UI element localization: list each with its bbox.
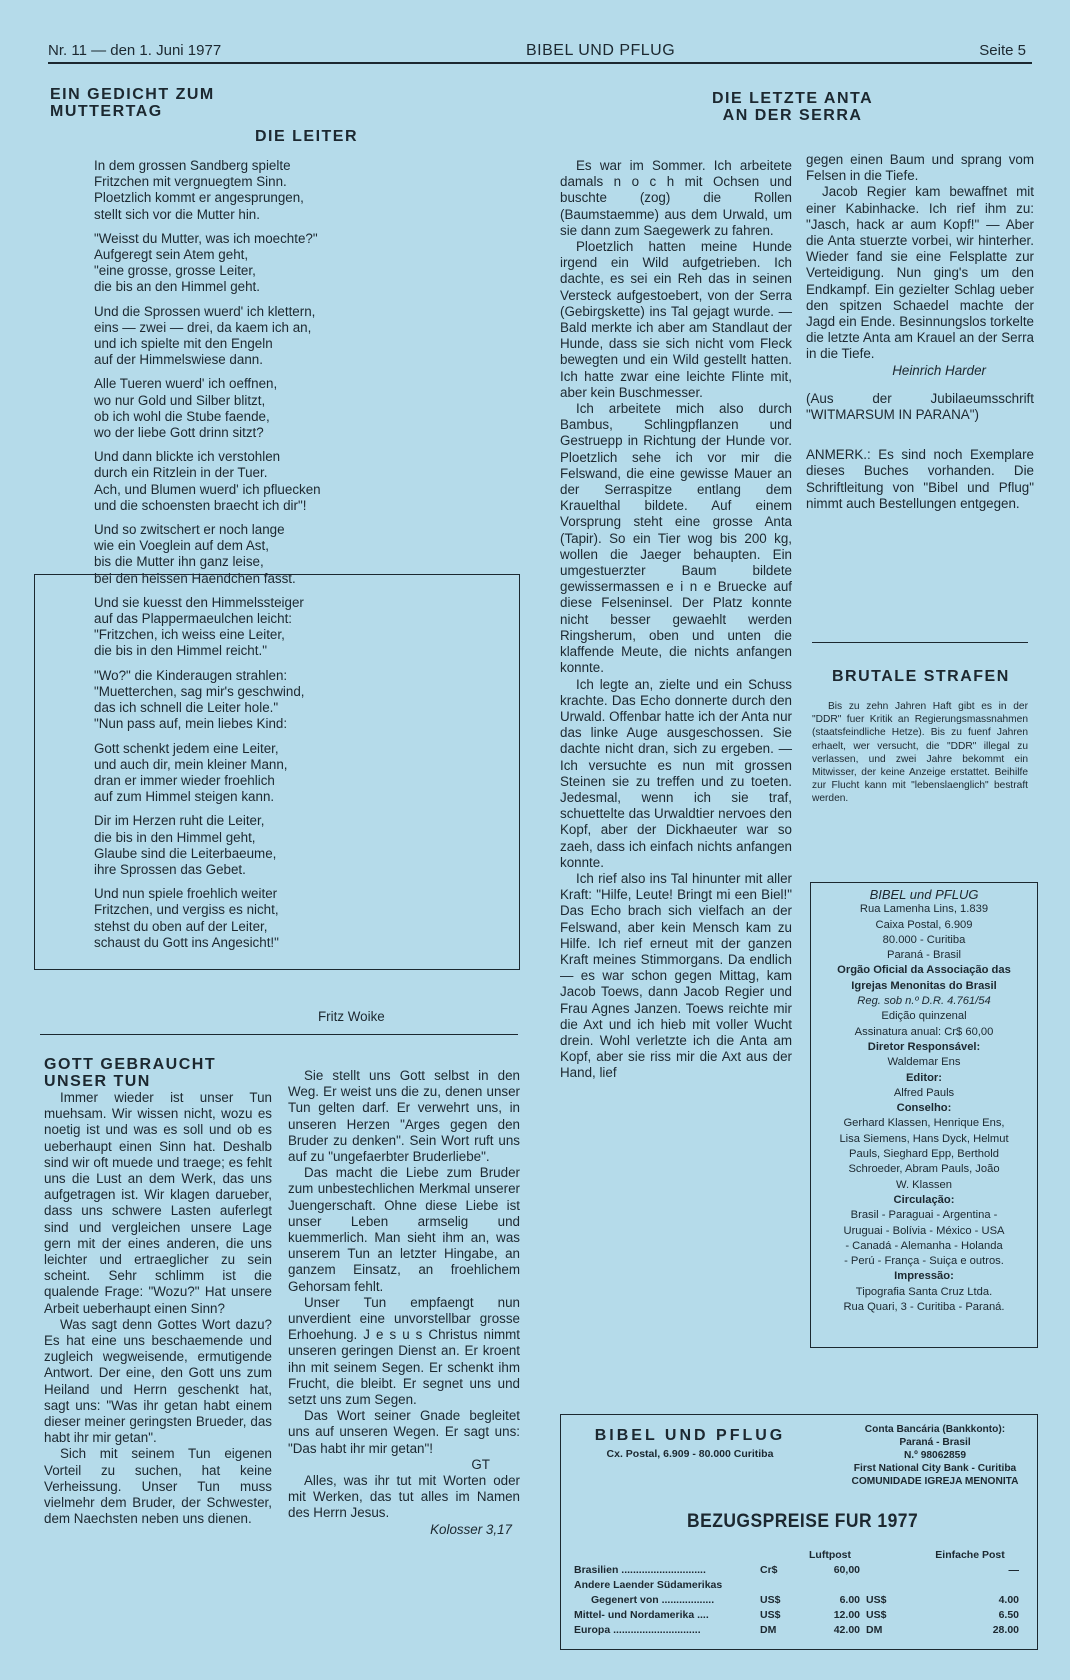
poem-line: dran er immer wieder froehlich	[94, 772, 275, 788]
poem-line: In dem grossen Sandberg spielte	[94, 158, 291, 173]
issue-date: Nr. 11 — den 1. Juni 1977	[48, 42, 222, 59]
poem-stanza	[94, 376, 494, 441]
poem-line: das ich schnell die Leiter hole."	[94, 700, 279, 716]
anta-paragraph: Es war im Sommer. Ich arbeitete damals n o c h mit Ochsen und buschte (zog) die Rollen (Baumstaemme) aus dem Urwald, um sie dann zum Saegewerk zu fahren.	[560, 158, 792, 238]
strafen-title: BRUTALE STRAFEN	[832, 668, 1010, 685]
poem-line: durch ein Ritzlein in der Tuer.	[94, 465, 268, 481]
anta-column-2	[806, 152, 1034, 512]
poem-line: und auch dir, mein kleiner Mann,	[94, 756, 288, 772]
poem-line: Glaube sind die Leiterbaeume,	[94, 845, 277, 861]
page-header	[20, 38, 1050, 62]
anta-paragraph: Ich rief also ins Tal hinunter mit aller Kraft: "Hilfe, Leute! Bringt mi een Biel!" Das Echo brach sich vielfach an der Felswand, aber kein Mensch kam zu Hilfe. Ich rief erneut mit der ganzen Kraft meines Stimmorgans. Da endlich — es war schon gegen Mittag, kam Jacob Toews, dann Jacob Regier und Frau Agnes Janzen. Toews reichte mir die Axt und ich hieb mit voller Wucht drein. Wohl verletzte ich die Anta am Kopf, aber sie riss mir die Axt aus der Hand, lief	[560, 870, 792, 1081]
poem-stanza	[94, 449, 494, 514]
poem-subtitle: DIE LEITER	[255, 128, 359, 145]
poem-line: "Muetterchen, sag mir's geschwind,	[94, 683, 305, 699]
page-number: Seite 5	[979, 42, 1026, 59]
poem-line: "Fritzchen, ich weiss eine Leiter,	[94, 627, 285, 643]
poem-title: EIN GEDICHT ZUM MUTTERTAG	[50, 86, 215, 120]
poem-line: die bis an den Himmel geht.	[94, 279, 260, 295]
poem-line: ob ich wohl die Stube faende,	[94, 408, 270, 424]
poem-line: Dir im Herzen ruht die Leiter,	[94, 813, 265, 829]
poem-line: "eine grosse, grosse Leiter,	[94, 263, 256, 279]
gott-title: GOTT GEBRAUCHT UNSER TUN	[44, 1056, 217, 1090]
gott-quote-ref: Kolosser 3,17	[430, 1521, 512, 1537]
header-divider	[48, 62, 1032, 64]
poem-line: ihre Sprossen das Gebet.	[94, 861, 246, 877]
section-divider	[40, 1034, 518, 1035]
poem-body	[94, 158, 494, 959]
bank-info: Conta Bancária (Bankkonto): Paraná - Brasil N.º 98062859 First National City Bank - Curitiba COMUNIDADE IGREJA MENONITA	[851, 1424, 1019, 1487]
poem-stanza	[94, 813, 494, 878]
anta-title: DIE LETZTE ANTA AN DER SERRA	[712, 90, 874, 124]
poem-line: bei den heissen Haendchen fasst.	[94, 570, 296, 586]
poem-line: Und sie kuesst den Himmelssteiger	[94, 594, 304, 610]
poem-stanza	[94, 668, 494, 733]
poem-stanza	[94, 231, 494, 296]
poem-line: Und so zwitschert er noch lange	[94, 522, 285, 538]
gott-paragraph: Was sagt denn Gottes Wort dazu? Es hat eine uns beschaemende und zugleich wegweisende, ermutigende Antwort. Der eine, den Gott uns zum Heiland und Herrn geschenkt hat, sagt uns: "Was ihr getan habt einem dieser meiner geringsten Brueder, das habt ihr mir getan".	[44, 1316, 272, 1446]
gott-signature: GT	[471, 1456, 490, 1472]
newspaper-title: BIBEL UND PFLUG	[526, 42, 676, 59]
poem-stanza	[94, 304, 494, 369]
poem-stanza	[94, 522, 494, 587]
poem-author: Fritz Woike	[318, 1009, 385, 1024]
anta-paragraph: Ich legte an, zielte und ein Schuss krachte. Das Echo donnerte durch den Urwald. Offenbar hatte ich der Anta nur das linke Auge ausgeschossen. Sie dachte nicht dran, sich zu ergeben. — Ich versuchte es nun mit grossen Steinen sie zu treffen und zu toeten. Jedesmal, wenn ich sie traf, schuettelte das Urwaldtier nervoes den Kopf, aber der Dickhaeuter war so zaeh, dass ich einfach nichts anfangen konnte.	[560, 676, 792, 870]
anta-source: (Aus der Jubilaeumsschrift "WITMARSUM IN PARANA")	[806, 390, 1034, 423]
poem-line: Aufgeregt sein Atem geht,	[94, 247, 249, 263]
price-row: Mittel- und Nordamerika .... US$ 12.00 US$ 6.50	[574, 1608, 1019, 1621]
poem-line: Und dann blickte ich verstohlen	[94, 449, 281, 465]
poem-line: bis die Mutter ihn ganz leise,	[94, 554, 264, 570]
anta-paragraph: Jacob Regier kam bewaffnet mit einer Kabinhacke. Ich rief ihm zu: "Jasch, hack ar aum Kopf!" — Aber die Anta stuerzte vorbei, wir hinterher. Wieder fand sie eine Felsplatte zur Verteidigung. Nun ging's um den Endkampf. Ein gezielter Schlag ueber den spitzen Schaedel machte der Jagd ein Ende. Besinnungslos torkelte die letzte Anta am Krauel an der Serra in die Tiefe.	[806, 184, 1034, 362]
gott-paragraph: Unser Tun empfaengt nun unverdient eine unvorstellbar grosse Erhoehung. J e s u s Christus nimmt unseren geringen Dienst an. Er kroent ihn mit seinem Segen. Er schenkt ihm Frucht, die bleibt. Er segnet uns und setzt uns zum Segen.	[288, 1294, 520, 1408]
anta-note: ANMERK.: Es sind noch Exemplare dieses Buches vorhanden. Die Schriftleitung von "Bibel und Pflug" nimmt auch Bestellungen entgegen.	[806, 447, 1034, 511]
poem-line: stehst du oben auf der Leiter,	[94, 918, 268, 934]
impressum-box: BIBEL und PFLUG Rua Lamenha Lins, 1.839 Caixa Postal, 6.909 80.000 - Curitiba Paraná - Brasil Orgão Oficial da Associação das Igrejas Menonitas do Brasil Reg. sob n.º D.R. 4.761/54 Edição quinzenal Assinatura anual: Cr$ 60,00 Diretor Responsável: Waldemar Ens Editor: Alfred Pauls Conselho: Gerhard Klassen, Henrique Ens, Lisa Siemens, Hans Dyck, Helmut Pauls, Sieghard Epp, Berthold Schroeder, Abram Pauls, João W. Klassen Circulação: Brasil - Paraguai - Argentina - Uruguai - Bolívia - México - USA - Canadá - Alemanha - Holanda - Perú - França - Suiça e outros. Impressão: Tipografia Santa Cruz Ltda. Rua Quari, 3 - Curitiba - Paraná.	[810, 882, 1038, 1348]
poem-line: die bis in den Himmel reicht."	[94, 643, 267, 659]
poem-line: und ich spielte mit den Engeln	[94, 336, 273, 352]
poem-line: Und nun spiele froehlich weiter	[94, 886, 278, 902]
poem-line: "Nun pass auf, mein liebes Kind:	[94, 716, 288, 732]
subscription-box	[560, 1414, 1038, 1650]
poem-stanza	[94, 741, 494, 806]
poem-line: Alle Tueren wuerd' ich oeffnen,	[94, 376, 278, 392]
poem-line: eins — zwei — drei, da kaem ich an,	[94, 319, 312, 335]
poem-line: wo nur Gold und Silber blitzt,	[94, 392, 266, 408]
gott-paragraph: Das macht die Liebe zum Bruder zum unbestechlichen Merkmal unserer Juengerschaft. Ohne diese Liebe ist unser Leben armselig und kuemmerlich. Man sieht ihm an, was unserem Tun an letzter Hingabe, an ganzem Einsatz, an froehlichem Gehorsam fehlt.	[288, 1165, 520, 1294]
price-row: Gegenert von .................. US$ 6.00 US$ 4.00	[591, 1593, 1019, 1606]
poem-line: Ach, und Blumen wuerd' ich pfluecken	[94, 481, 321, 497]
section-divider	[812, 642, 1028, 643]
poem-line: Fritzchen, und vergiss es nicht,	[94, 902, 279, 918]
poem-line: auf zum Himmel steigen kann.	[94, 789, 275, 805]
prices-title: BEZUGSPREISE FUR 1977	[687, 1511, 919, 1532]
prices-table	[571, 1547, 1031, 1637]
poem-line: wo der liebe Gott drinn sitzt?	[94, 425, 264, 441]
price-row: Europa .............................. DM 42.00 DM 28.00	[574, 1623, 1019, 1636]
poem-line: schaust du Gott ins Angesicht!"	[94, 934, 279, 950]
poem-line: Und die Sprossen wuerd' ich klettern,	[94, 303, 316, 319]
poem-line: wie ein Voeglein auf dem Ast,	[94, 538, 269, 554]
poem-line: auf der Himmelswiese dann.	[94, 352, 263, 368]
poem-line: "Weisst du Mutter, was ich moechte?"	[94, 230, 318, 246]
poem-line: Gott schenkt jedem eine Leiter,	[94, 740, 279, 756]
poem-stanza	[94, 595, 494, 660]
gott-paragraph: Sie stellt uns Gott selbst in den Weg. Er weist uns die zu, denen unser Tun gelten darf. Er verwehrt uns, in unseren Herzen "Arges gegen den Bruder zu denken". Sein Wort ruft uns auf zu "ungefaerbter Bruderliebe".	[288, 1068, 520, 1165]
poem-line: "Wo?" die Kinderaugen strahlen:	[94, 667, 288, 683]
gott-paragraph: Sich mit seinem Tun eigenen Vorteil zu suchen, hat keine Verheissung. Unser Tun muss vielmehr dem Bruder, der Schwester, dem Naechsten neben uns dienen.	[44, 1446, 272, 1527]
strafen-body: Bis zu zehn Jahren Haft gibt es in der "DDR" fuer Kritik an Regierungsmassnahmen (staatsfeindliche Hetze). Bis zu fuenf Jahren erhaelt, wer versucht, die "DDR" illegal zu verlassen, und zwei Jahre bekommt ein Mitwisser, der keine Anzeige erstattet. Beihilfe zur Flucht kann mit "lebenslaenglich" bestraft werden.	[812, 701, 1028, 805]
gott-paragraph: Immer wieder ist unser Tun muehsam. Wir wissen nicht, wozu es noetig ist und was es soll und ob es ueberhaupt einen Sinn hat. Deshalb sind wir oft muede und traege; es fehlt uns die Lust an dem Werk, das uns aufgetragen ist. Wir klagen darueber, dass uns schwere Lasten auferlegt sind und vergleichen unsere Lage gern mit der eines anderen, die uns leichter und ertraeglicher zu sein scheint. Sehr schlimm ist die qualende Frage: "Wozu?" Hat unsere Arbeit ueberhaupt einen Sinn?	[44, 1090, 272, 1316]
poem-line: und die schoensten braecht ich dir"!	[94, 497, 307, 513]
anta-paragraph: Ich arbeitete mich also durch Bambus, Schlingpflanzen und Gestruepp in Richtung der Hunde vor. Ploetzlich sehe ich vor mir die Felswand, die eine gewisse Mauer an der Serraspitze entlang dem Krauelthal bildete. Auf einem Vorsprung steht eine grosse Anta (Tapir). So ein Tier wog bis 200 kg, wollen die Jaeger behaupten. Ein umgestuerzter Baum bildete gewissermassen e i n e Bruecke auf diese Felseninsel. Der Platz konnte nicht besser gewaehlt werden Ringsherum, oben und unten die klaffende Meute, die nichts anfangen konnte.	[560, 401, 792, 676]
poem-line: auf das Plappermaeulchen leicht:	[94, 611, 293, 627]
anta-paragraph: Ploetzlich hatten meine Hunde irgend ein Wild aufgetrieben. Ich dachte, es sei ein Reh das in seinen Versteck aufgestoebert, von der Serra (Gebirgskette) ins Tal gejagt wurde. — Bald merkte ich aber am Standlaut der Hunde, dass sie sich nicht vom Fleck bewegten und ein Wild gestellt hatten. Ich hatte zwar eine leichte Flinte mit, aber kein Buschmesser.	[560, 239, 792, 400]
price-row: Andere Laender Südamerikas	[574, 1578, 723, 1591]
poem-stanza	[94, 886, 494, 951]
impressum-title: BIBEL und PFLUG	[869, 887, 979, 902]
prices-header-row: Luftpost Einfache Post	[809, 1548, 1005, 1561]
price-row: Brasilien ............................. Cr$ 60,00 —	[574, 1563, 1019, 1576]
anta-paragraph: gegen einen Baum und sprang vom Felsen in die Tiefe.	[806, 152, 1034, 184]
poem-line: Fritzchen mit vergnuegtem Sinn.	[94, 174, 287, 190]
gott-column-2	[288, 1068, 520, 1538]
gott-paragraph: Das Wort seiner Gnade begleitet uns auf unseren Wegen. Er sagt uns: "Das habt ihr mir getan"!	[288, 1408, 520, 1456]
poem-line: Ploetzlich kommt er angesprungen,	[94, 190, 304, 206]
ad-header: BIBEL UND PFLUG Cx. Postal, 6.909 - 80.000 Curitiba	[594, 1427, 786, 1460]
anta-column-1	[560, 158, 792, 1082]
poem-stanza	[94, 158, 494, 223]
gott-column-1	[44, 1090, 272, 1527]
poem-line: stellt sich vor die Mutter hin.	[94, 206, 260, 222]
gott-quote: Alles, was ihr tut mit Worten oder mit Werken, das tut alles im Namen des Herrn Jesus.	[288, 1473, 520, 1521]
anta-author: Heinrich Harder	[892, 362, 986, 378]
poem-line: die bis in den Himmel geht,	[94, 829, 256, 845]
